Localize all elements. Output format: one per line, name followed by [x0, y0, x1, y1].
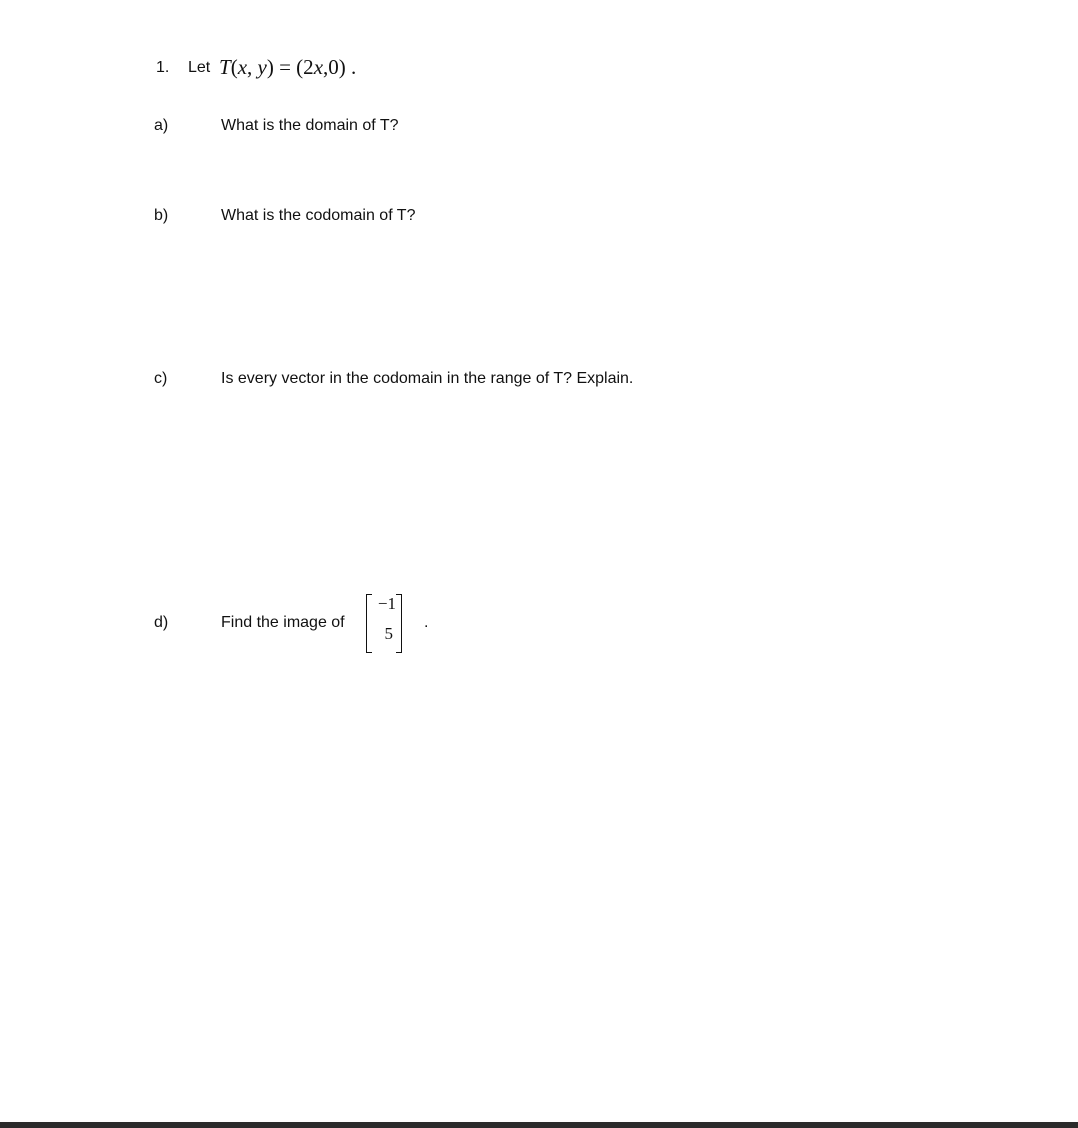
formula-var-x2: x: [313, 55, 324, 79]
bottom-edge-bar: [0, 1122, 1078, 1128]
formula-open-paren: (: [230, 55, 238, 79]
formula-equals: = (2: [273, 55, 314, 79]
vector-trailing-period: .: [424, 614, 429, 631]
part-c-label: c): [154, 370, 168, 387]
vector-right-bracket: [396, 594, 402, 653]
problem-intro: Let: [188, 59, 211, 76]
problem-number: 1.: [156, 59, 170, 76]
part-a-question: What is the domain of T?: [221, 117, 399, 134]
formula-comma: ,: [247, 55, 258, 79]
part-b-label: b): [154, 207, 169, 224]
vector-entry-bottom: 5: [384, 624, 393, 643]
formula-rest: ,0) .: [323, 55, 357, 79]
problem-formula: [219, 55, 356, 79]
vector-entry-top: −1: [377, 594, 396, 613]
part-b-question: What is the codomain of T?: [221, 207, 416, 224]
formula-var-y: y: [257, 55, 267, 79]
formula-function-name: T: [219, 55, 231, 79]
part-d-question: Find the image of: [221, 614, 345, 631]
formula-close-paren: ): [266, 55, 274, 79]
column-vector: [366, 594, 402, 653]
part-d-label: d): [154, 614, 169, 631]
part-a-label: a): [154, 117, 169, 134]
part-c-question: Is every vector in the codomain in the range of T? Explain.: [221, 370, 634, 387]
formula-var-x: x: [237, 55, 248, 79]
